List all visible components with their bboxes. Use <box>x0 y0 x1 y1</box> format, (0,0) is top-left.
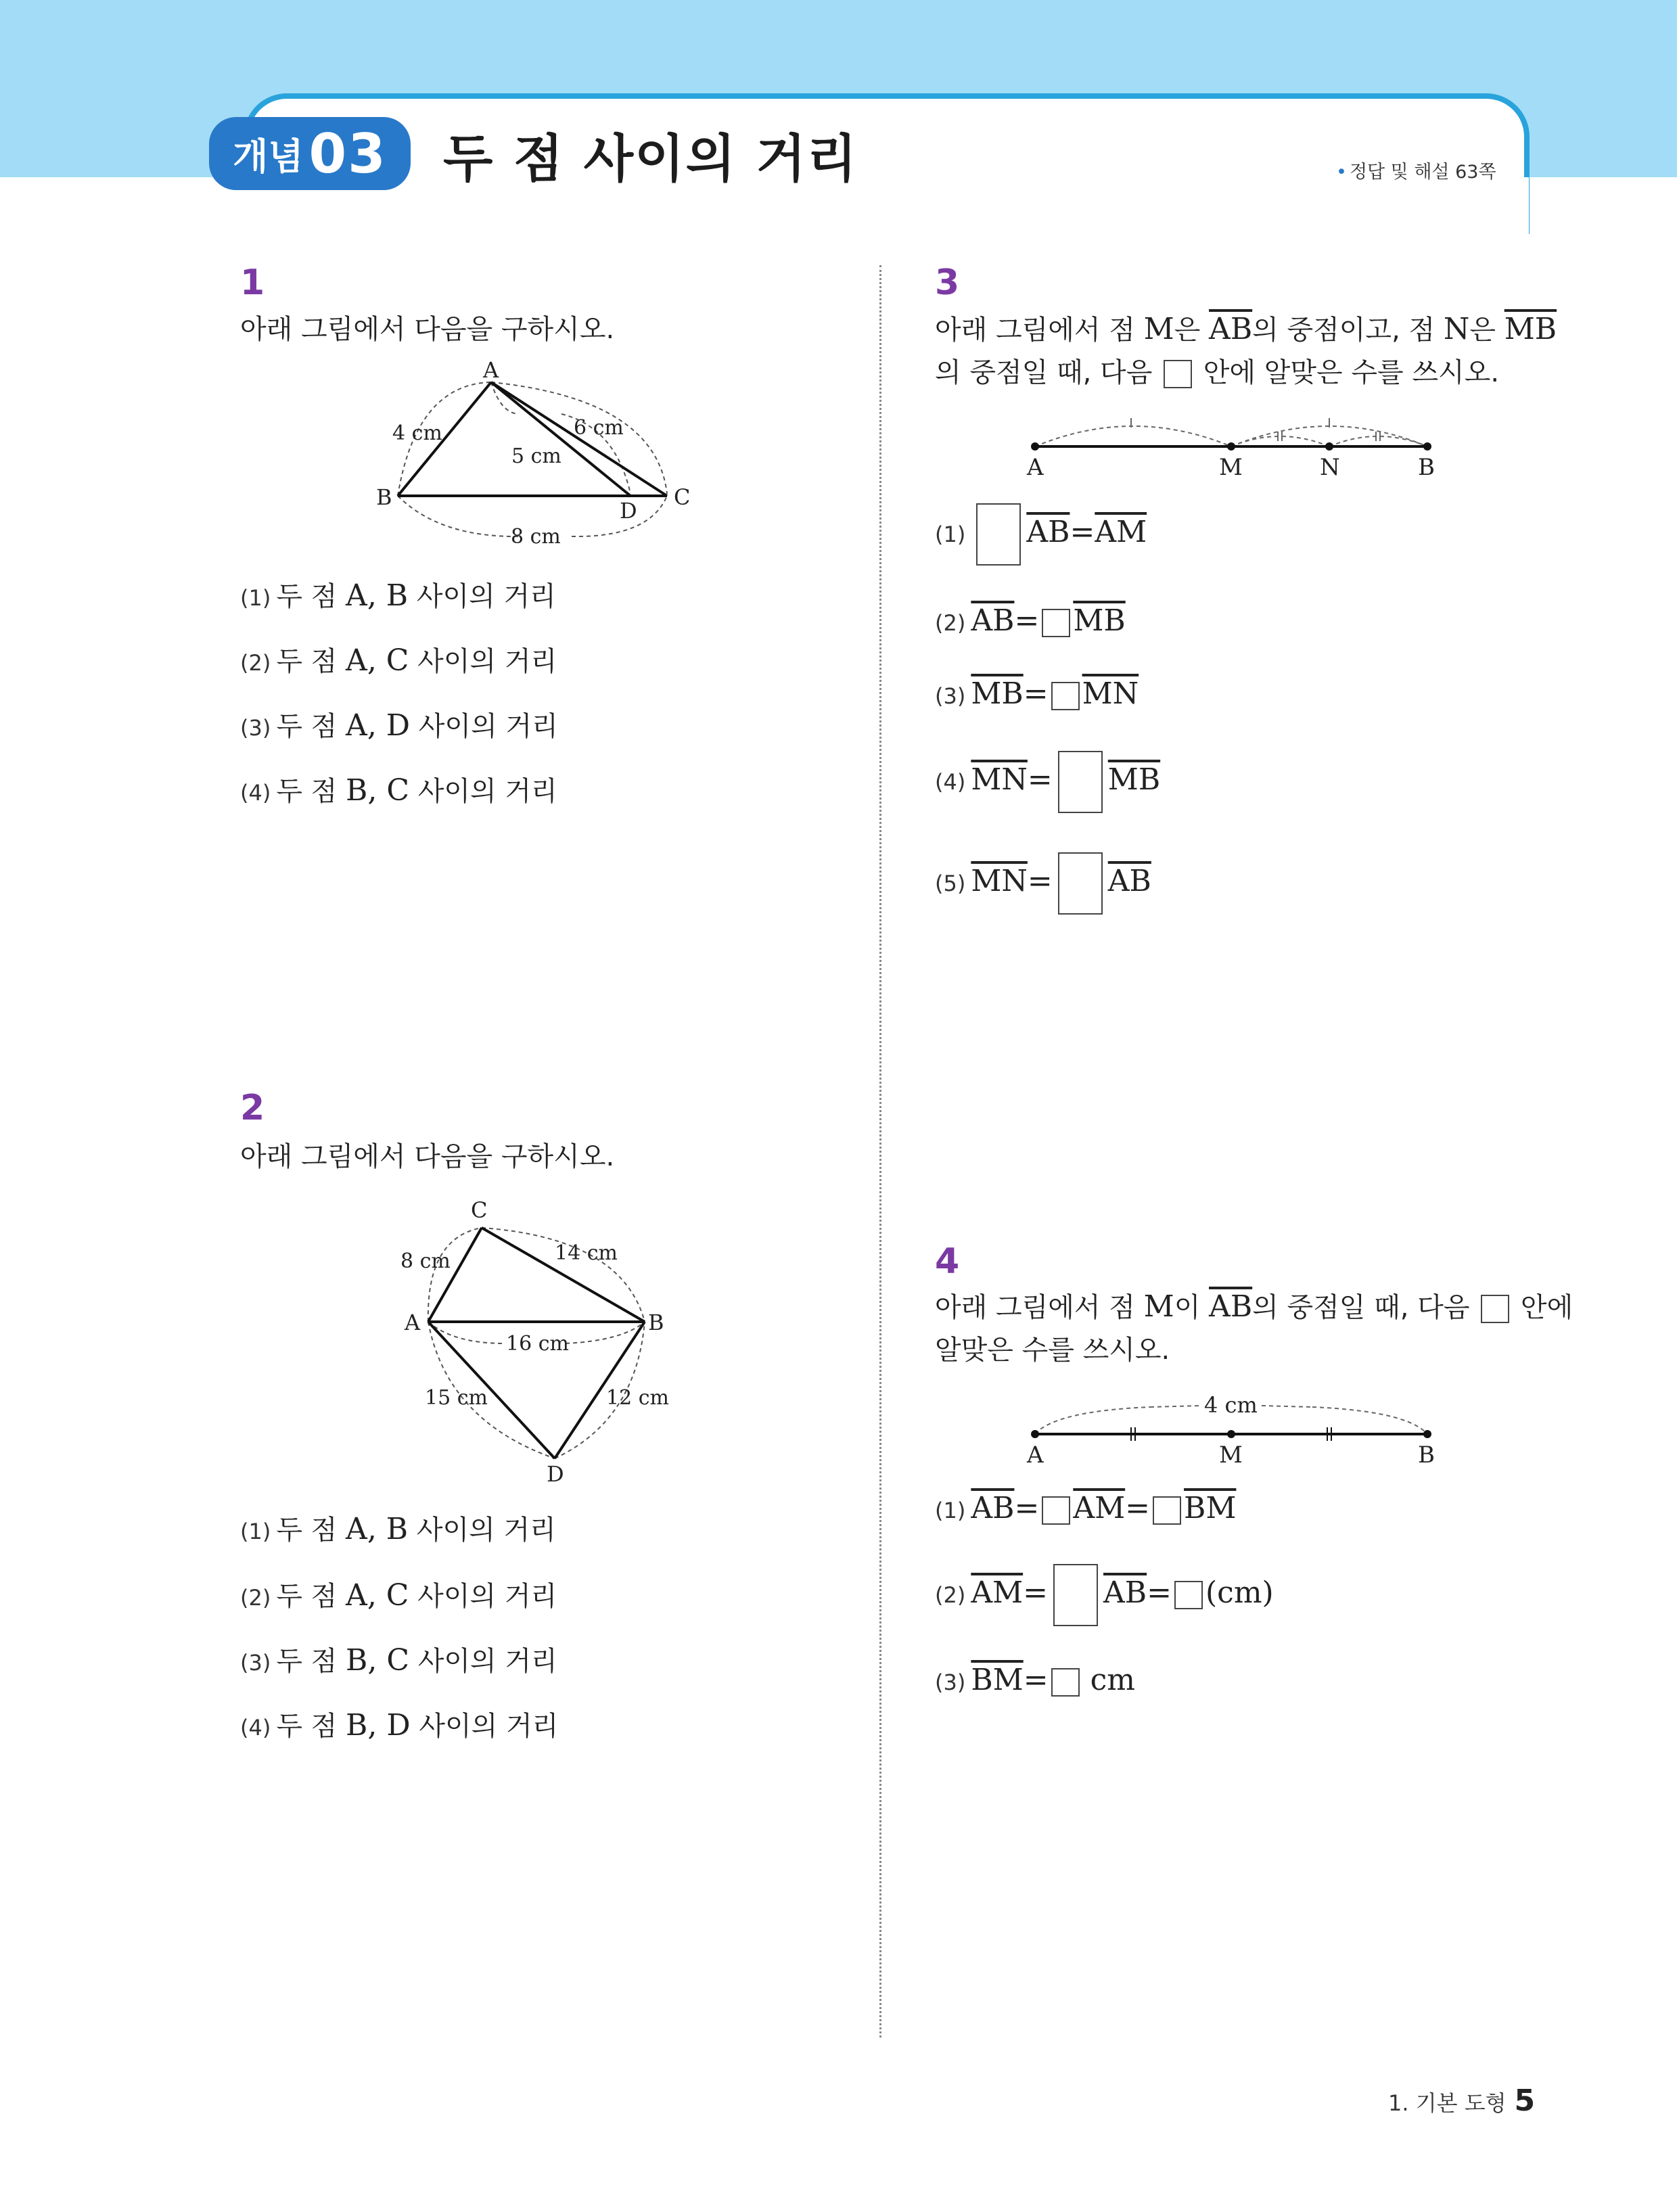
answer-box[interactable] <box>1058 751 1103 813</box>
problem-2-item-2: (2) 두 점 A, C 사이의 거리 <box>240 1578 557 1613</box>
point-a <box>1031 442 1039 451</box>
arc-bc-left <box>398 496 521 536</box>
point-a <box>1031 1430 1039 1438</box>
problem-3-item-5: (5) $\overline{MN}= \overline{AB}$ <box>935 852 1151 915</box>
point-b <box>1423 442 1431 451</box>
badge-number: 03 <box>308 122 387 185</box>
answer-box[interactable] <box>1042 1496 1070 1525</box>
problem-number-2: 2 <box>240 1088 265 1128</box>
point-label-c: C <box>674 484 691 510</box>
answer-reference <box>1336 157 1496 183</box>
bullet-icon: • <box>1336 162 1347 183</box>
arc-ab-left <box>1035 1407 1150 1434</box>
problem-3-instruction-line-2: 의 중점일 때, 다음 안에 알맞은 수를 쓰시오. <box>935 357 1500 388</box>
point-label-m: M <box>1219 1442 1243 1469</box>
length-label-ab: 16 cm <box>506 1332 569 1356</box>
problem-1-instruction: 아래 그림에서 다음을 구하시오. <box>240 314 615 345</box>
length-label-bd: 12 cm <box>606 1386 669 1410</box>
answer-box[interactable] <box>1042 609 1070 637</box>
problem-3-figure <box>1015 406 1461 487</box>
answer-box[interactable] <box>1051 682 1080 710</box>
point-label-b: B <box>1418 1442 1435 1469</box>
problem-3-item-4: (4) $\overline{MN}= \overline{MB}$ <box>935 751 1160 813</box>
problem-2-figure <box>392 1197 690 1495</box>
point-label-a: A <box>1027 1442 1044 1469</box>
page-number: 5 <box>1514 2083 1536 2118</box>
arc-ab-mid-right <box>1262 1406 1312 1407</box>
point-label-m: M <box>1219 454 1243 481</box>
length-label-ad: 5 cm <box>511 444 561 468</box>
point-label-a: A <box>405 1310 421 1335</box>
problem-2-item-1: (1) 두 점 A, B 사이의 거리 <box>240 1512 556 1546</box>
point-label-a: A <box>1027 454 1044 481</box>
answer-box-icon <box>1481 1295 1509 1323</box>
page-footer <box>1388 2083 1535 2118</box>
problem-1-item-1: (1) 두 점 A, B 사이의 거리 <box>240 578 556 613</box>
point-label-d: D <box>547 1461 564 1487</box>
problem-4-item-1: (1) $\overline{AB}= \overline{AM}= \overline{BM}$ <box>935 1491 1237 1525</box>
arc-ab-right <box>1312 1407 1427 1434</box>
problem-1-item-4: (4) 두 점 B, C 사이의 거리 <box>240 773 557 808</box>
answer-box[interactable] <box>1053 1564 1098 1626</box>
problem-number-1: 1 <box>240 262 265 303</box>
length-label-ac: 8 cm <box>400 1249 451 1273</box>
problem-4-instruction-line-2: 알맞은 수를 쓰시오. <box>935 1335 1170 1366</box>
answer-box[interactable] <box>1051 1668 1080 1697</box>
problem-4-instruction-line-1: 아래 그림에서 점 M이 $\overline{AB}$의 중점일 때, 다음 안에 <box>935 1289 1573 1324</box>
problem-3-item-1: (1) $\overline{AB}=\overline{AM}$ <box>935 503 1147 566</box>
problem-4-item-2: (2) $\overline{AM}= \overline{AB}= (cm)$ <box>935 1564 1274 1626</box>
chapter-title: 1. 기본 도형 <box>1388 2090 1507 2116</box>
answer-box[interactable] <box>1174 1581 1203 1609</box>
length-label-cb: 14 cm <box>555 1241 618 1265</box>
problem-3-item-2: (2) $\overline{AB}= \overline{MB}$ <box>935 603 1126 638</box>
problem-1-item-3: (3) 두 점 A, D 사이의 거리 <box>240 708 558 743</box>
length-label-ac: 6 cm <box>574 416 624 440</box>
problem-4-figure <box>1015 1387 1461 1475</box>
problem-2-item-3: (3) 두 점 B, C 사이의 거리 <box>240 1643 557 1678</box>
problem-2-item-4: (4) 두 점 B, D 사이의 거리 <box>240 1708 559 1743</box>
answer-box[interactable] <box>1153 1496 1181 1525</box>
length-label-bc: 8 cm <box>511 525 561 549</box>
length-label-ad: 15 cm <box>425 1386 488 1410</box>
length-label-ab: 4 cm <box>392 421 442 445</box>
point-label-b: B <box>648 1310 664 1335</box>
header-card-base <box>230 177 1529 238</box>
problem-1-item-2: (2) 두 점 A, C 사이의 거리 <box>240 643 557 678</box>
arc-mn <box>1231 436 1329 446</box>
point-label-b: B <box>1418 454 1435 481</box>
arc-ab-mid-left <box>1150 1406 1201 1407</box>
concept-badge <box>209 117 411 190</box>
arc-am <box>1035 426 1231 446</box>
problem-3-instruction-line-1: 아래 그림에서 점 M은 $\overline{AB}$의 중점이고, 점 N은 $\overline{MB}$ <box>935 312 1557 346</box>
answer-box-icon <box>1164 360 1192 388</box>
problem-4-item-3: (3) $\overline{BM}=$ cm <box>935 1663 1135 1697</box>
problem-1-figure <box>365 357 704 549</box>
point-b <box>1423 1430 1431 1438</box>
point-label-a: A <box>483 357 499 383</box>
segment-ac <box>428 1228 482 1322</box>
problem-number-4: 4 <box>935 1241 960 1282</box>
problem-3-item-3: (3) $\overline{MB}= \overline{MN}$ <box>935 676 1139 711</box>
answer-reference-text: 정답 및 해설 63쪽 <box>1349 162 1496 183</box>
answer-box[interactable] <box>976 503 1021 566</box>
column-divider <box>879 265 881 2037</box>
answer-box[interactable] <box>1058 852 1103 915</box>
problem-number-3: 3 <box>935 262 960 303</box>
arc-nb <box>1329 436 1427 446</box>
point-m <box>1227 1430 1235 1438</box>
page-title: 두 점 사이의 거리 <box>443 129 858 189</box>
problem-2-instruction: 아래 그림에서 다음을 구하시오. <box>240 1141 615 1172</box>
point-m <box>1227 442 1235 451</box>
point-label-b: B <box>376 484 392 510</box>
point-label-c: C <box>471 1197 488 1223</box>
point-label-d: D <box>620 498 637 524</box>
length-label-ab: 4 cm <box>1204 1392 1258 1418</box>
point-label-n: N <box>1320 454 1340 481</box>
point-n <box>1325 442 1333 451</box>
badge-label: 개념 <box>233 135 304 178</box>
